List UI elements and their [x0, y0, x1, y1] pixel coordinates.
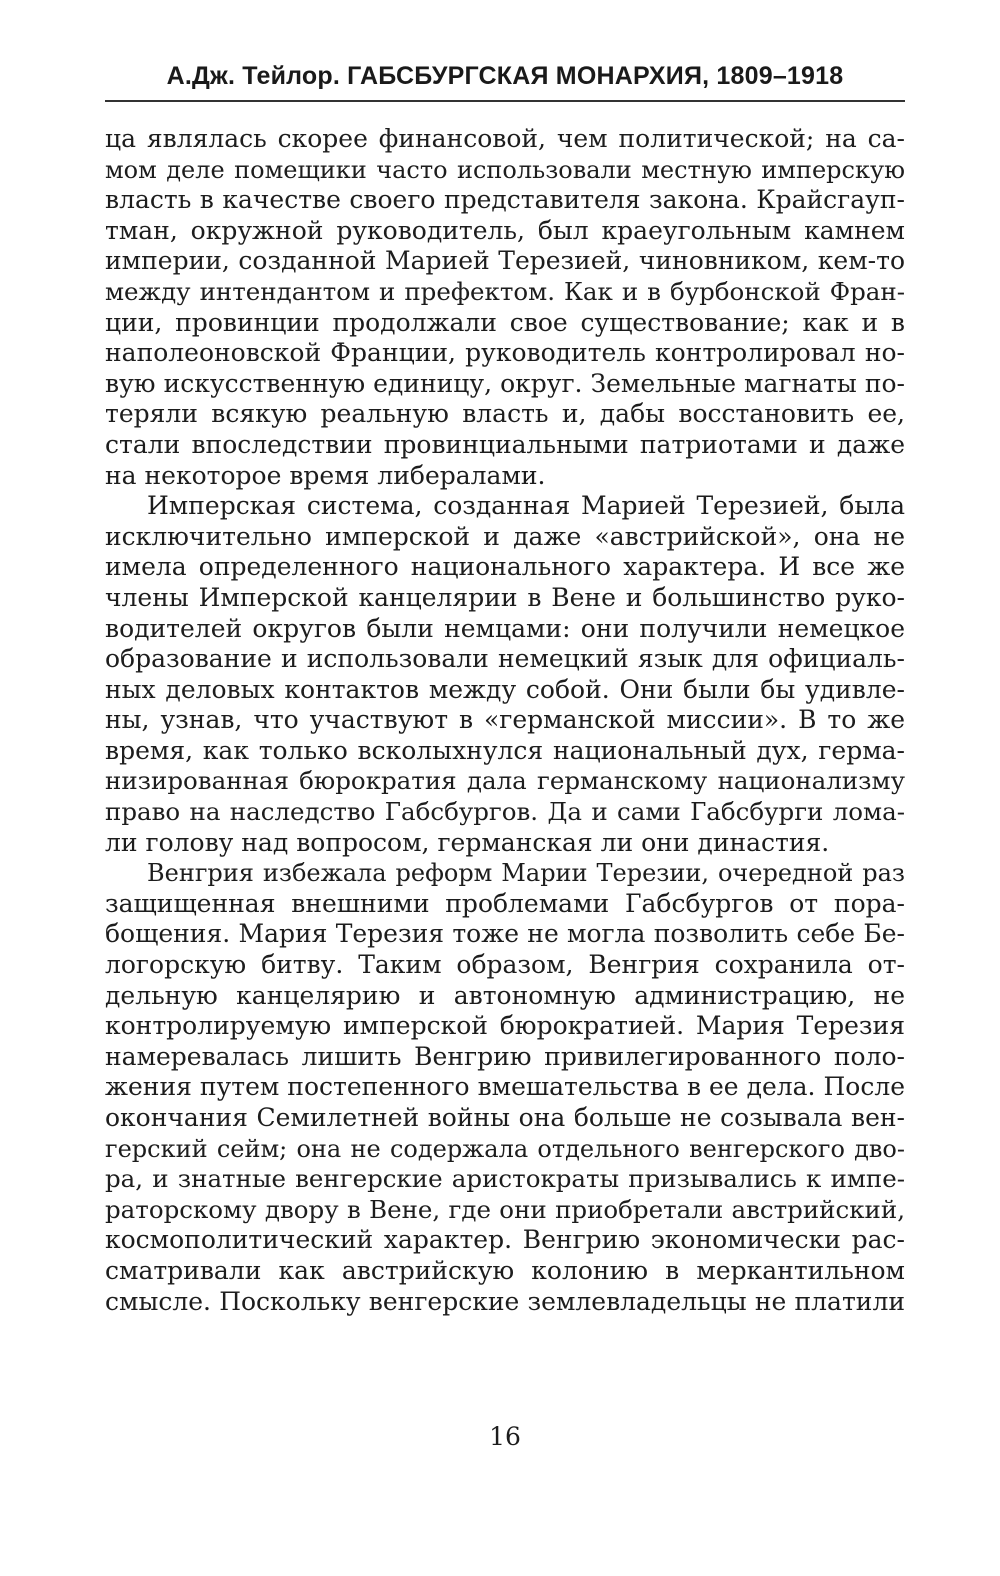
text-line: космополитический характер. Венгрию экономически рас- [105, 1225, 905, 1255]
text-line: Имперская система, созданная Марией Терезией, была [147, 491, 905, 521]
text-line: право на наследство Габсбургов. Да и сами Габсбурги лома- [105, 797, 905, 827]
running-header: А.Дж. Тейлор. ГАБСБУРГСКАЯ МОНАРХИЯ, 1809–1918 [166, 62, 844, 90]
text-line: время, как только всколыхнулся национальный дух, герма- [105, 735, 905, 765]
text-line: тман, окружной руководитель, был краеугольным камнем [105, 215, 905, 245]
text-line: ны, узнав, что участвуют в «германской миссии». В то же [105, 705, 905, 735]
text-line: жения путем постепенного вмешательства в ее дела. После [105, 1072, 905, 1102]
text-line: ра, и знатные венгерские аристократы призывались к импе- [105, 1164, 905, 1194]
text-line: ца являлась скорее финансовой, чем политической; на са- [105, 124, 905, 153]
text-line: власть в качестве своего представителя закона. Крайсгауп- [105, 185, 905, 215]
text-line: намеревалась лишить Венгрию привилегированного поло- [105, 1041, 905, 1071]
header-rule [105, 100, 905, 102]
text-line: имела определенного национального характера. И все же [105, 552, 905, 582]
page-number: 16 [489, 1422, 521, 1451]
text-line: ных деловых контактов между собой. Они были бы удивле- [105, 674, 905, 704]
text-line: стали впоследствии провинциальными патриотами и даже [105, 429, 905, 459]
text-line: герский сейм; она не содержала отдельного венгерского дво- [105, 1134, 905, 1163]
text-line: дельную канцелярию и автономную администрацию, не [105, 980, 905, 1010]
text-line: империи, созданной Марией Терезией, чиновником, кем-то [105, 246, 905, 276]
text-line: ции, провинции продолжали свое существование; как и в [105, 307, 905, 337]
text-line: мом деле помещики часто использовали местную имперскую [105, 155, 905, 184]
paragraph-3 [105, 858, 905, 1317]
paragraph-1 [105, 124, 905, 491]
paragraph-2 [105, 491, 905, 858]
text-line: контролируемую имперской бюрократией. Мария Терезия [105, 1011, 905, 1041]
text-line: бощения. Мария Терезия тоже не могла позволить себе Бе- [105, 919, 905, 949]
text-line: теряли всякую реальную власть и, дабы восстановить ее, [105, 399, 905, 429]
text-line: между интендантом и префектом. Как и в бурбонской Фран- [105, 276, 905, 306]
text-line: низированная бюрократия дала германскому национализму [105, 766, 905, 796]
text-line: образование и использовали немецкий язык для официаль- [105, 644, 905, 674]
body-text [105, 124, 905, 1317]
text-line: члены Имперской канцелярии в Вене и большинство руко- [105, 582, 905, 612]
text-line: смысле. Поскольку венгерские землевладельцы не платили [105, 1286, 905, 1316]
text-line: вую искусственную единицу, округ. Земельные магнаты по- [105, 368, 905, 398]
text-line: ли голову над вопросом, германская ли они династия. [105, 827, 830, 857]
text-line: окончания Семилетней войны она больше не созывала вен- [105, 1103, 905, 1132]
text-line: раторскому двору в Вене, где они приобретали австрийский, [105, 1194, 905, 1224]
text-line: водителей округов были немцами: они получили немецкое [105, 613, 905, 643]
text-line: логорскую битву. Таким образом, Венгрия сохранила от- [105, 950, 905, 980]
text-line: защищенная внешними проблемами Габсбургов от пора- [105, 888, 905, 918]
text-line: Венгрия избежала реформ Марии Терезии, очередной раз [147, 859, 905, 888]
text-line: исключительно имперской и даже «австрийской», она не [105, 521, 905, 551]
text-line: на некоторое время либералами. [105, 460, 546, 490]
text-line: сматривали как австрийскую колонию в меркантильном [105, 1255, 905, 1285]
text-line: наполеоновской Франции, руководитель контролировал но- [105, 338, 905, 368]
